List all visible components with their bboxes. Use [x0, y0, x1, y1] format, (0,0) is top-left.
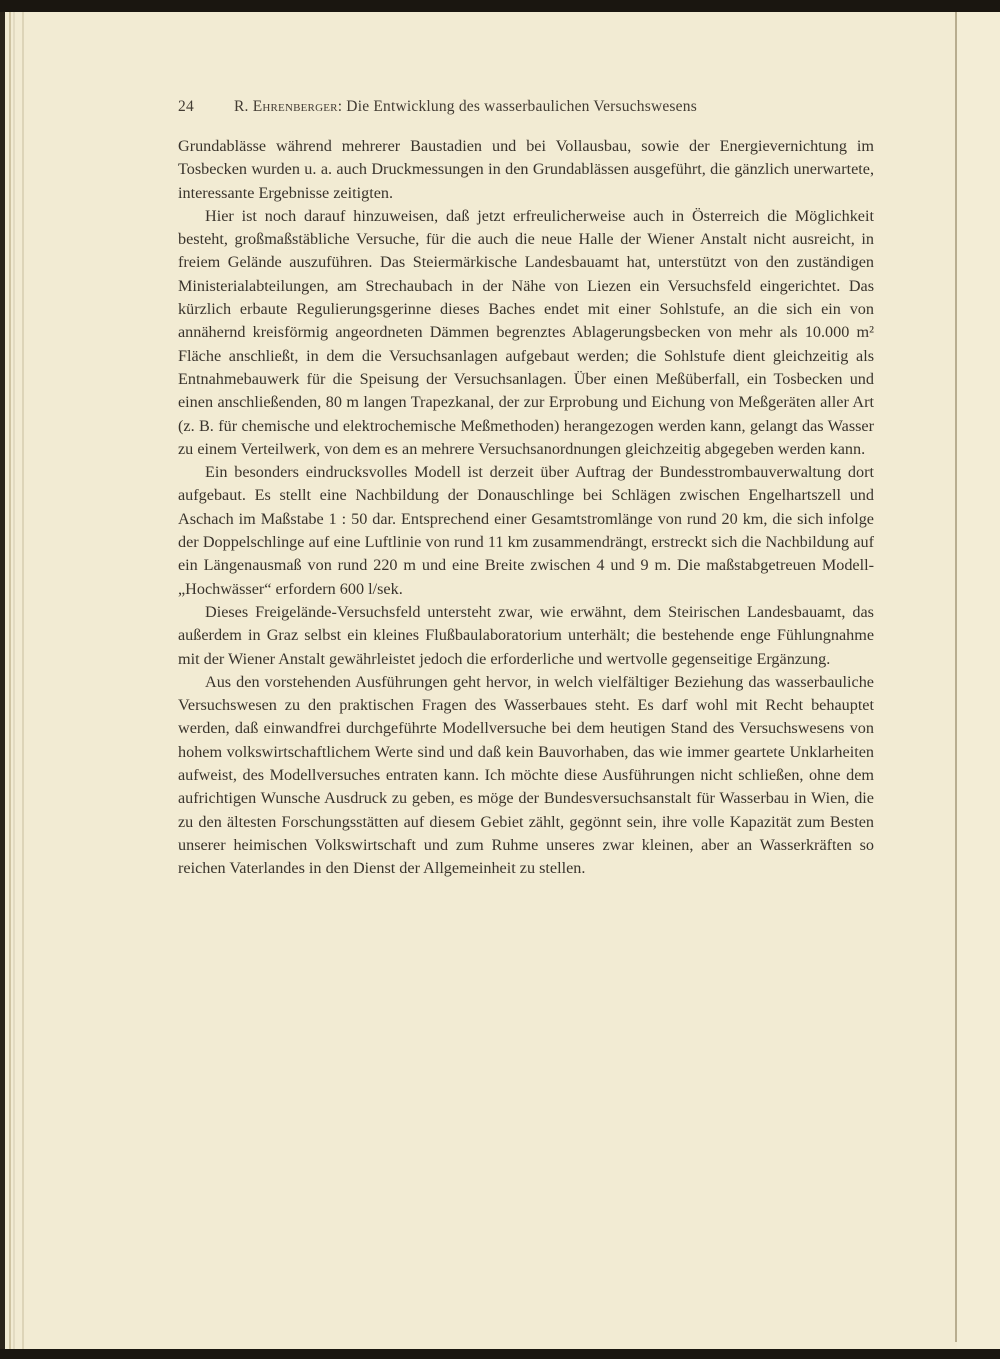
- running-head-author: R. Ehrenberger: [234, 98, 338, 115]
- running-head-title: Die Entwicklung des wasserbaulichen Versuchswesens: [346, 98, 697, 115]
- page-number: 24: [178, 98, 194, 115]
- body-text: [178, 135, 874, 881]
- paragraph: Dieses Freigelände-Versuchsfeld untersteht zwar, wie erwähnt, dem Steirischen Landesbauamt, das außerdem in Graz selbst ein kleines Flußbaulaboratorium unterhält; die bestehende enge Fühlungnahme mit der Wiener Anstalt gewährleistet jedoch die erforderliche und wertvolle gegenseitige Ergänzung.: [178, 602, 874, 668]
- paragraph: Ein besonders eindrucksvolles Modell ist derzeit über Auftrag der Bundesstrombauverwaltung dort aufgebaut. Es stellt eine Nachbildung der Donauschlinge bei Schlägen zwischen Engelhartszell und Aschach im Maßstabe 1 : 50 dar. Entsprechend einer Gesamtstromlänge von rund 20 km, die sich infolge der Doppelschlinge auf eine Luftlinie von rund 11 km zusammendrängt, erstreckt sich die Nachbildung auf ein Längenausmaß von rund 220 m und eine Breite zwischen 4 und 9 m. Die maßstabgetreuen Modell-„Hochwässer“ erfordern 600 l/sek.: [178, 463, 874, 598]
- running-head-separator: :: [337, 98, 343, 115]
- paragraph: Aus den vorstehenden Ausführungen geht hervor, in welch vielfältiger Beziehung das wasserbauliche Versuchswesen zu den praktischen Fragen des Wasserbaues steht. Es darf wohl mit Recht behauptet werden, daß einwandfrei durchgeführte Modellversuche bei dem heutigen Stand des Versuchswesens von hohem volkswirtschaftlichem Werte sind und daß kein Bauvorhaben, das wie immer geartete Unklarheiten aufweist, des Modellversuches entraten kann. Ich möchte diese Ausführungen nicht schließen, ohne dem aufrichtigen Wunsche Ausdruck zu geben, es möge der Bundesversuchsanstalt für Wasserbau in Wien, die zu den ältesten Forschungsstätten auf diesem Gebiet zählt, gegönnt sein, ihre volle Kapazität zum Besten unserer heimischen Volkswirtschaft und zum Ruhme unseres zwar kleinen, aber an Wasserkräften so reichen Vaterlandes in den Dienst der Allgemeinheit zu stellen.: [178, 672, 874, 878]
- paragraph: Hier ist noch darauf hinzuweisen, daß jetzt erfreulicherweise auch in Österreich die Möglichkeit besteht, großmaßstäbliche Versuche, für die auch die neue Halle der Wiener Anstalt nicht ausreicht, in freiem Gelände auszuführen. Das Steiermärkische Landesbauamt hat, unterstützt von den zuständigen Ministerialabteilungen, am Strechaubach in der Nähe von Liezen ein Versuchsfeld eingerichtet. Das kürzlich erbaute Regulierungsgerinne dieses Baches endet mit einer Sohlstufe, an die sich ein von annähernd kreisförmig angeordneten Dämmen begrenztes Ablagerungsbecken von mehr als 10.000 m² Fläche anschließt, in dem die Versuchsanlagen aufgebaut werden; die Sohlstufe dient gleichzeitig als Entnahmebauwerk für die Speisung der Versuchsanlagen. Über einen Meßüberfall, ein Tosbecken und einen anschließenden, 80 m langen Trapezkanal, der zur Erprobung und Eichung von Meßgeräten aller Art (z. B. für chemische und elektrochemische Meßmethoden) herangezogen werden kann, gelangt das Wasser zu einem Verteilwerk, von dem es an mehrere Versuchsanordnungen gleichzeitig abgegeben werden kann.: [178, 206, 874, 458]
- running-head: [178, 98, 878, 116]
- paragraph: Grundablässe während mehrerer Baustadien und bei Vollausbau, sowie der Energievernichtung im Tosbecken wurden u. a. auch Druckmessungen in den Grundablässen ausgeführt, die gänzlich unerwartete, interessante Ergebnisse zeitigten.: [178, 137, 874, 202]
